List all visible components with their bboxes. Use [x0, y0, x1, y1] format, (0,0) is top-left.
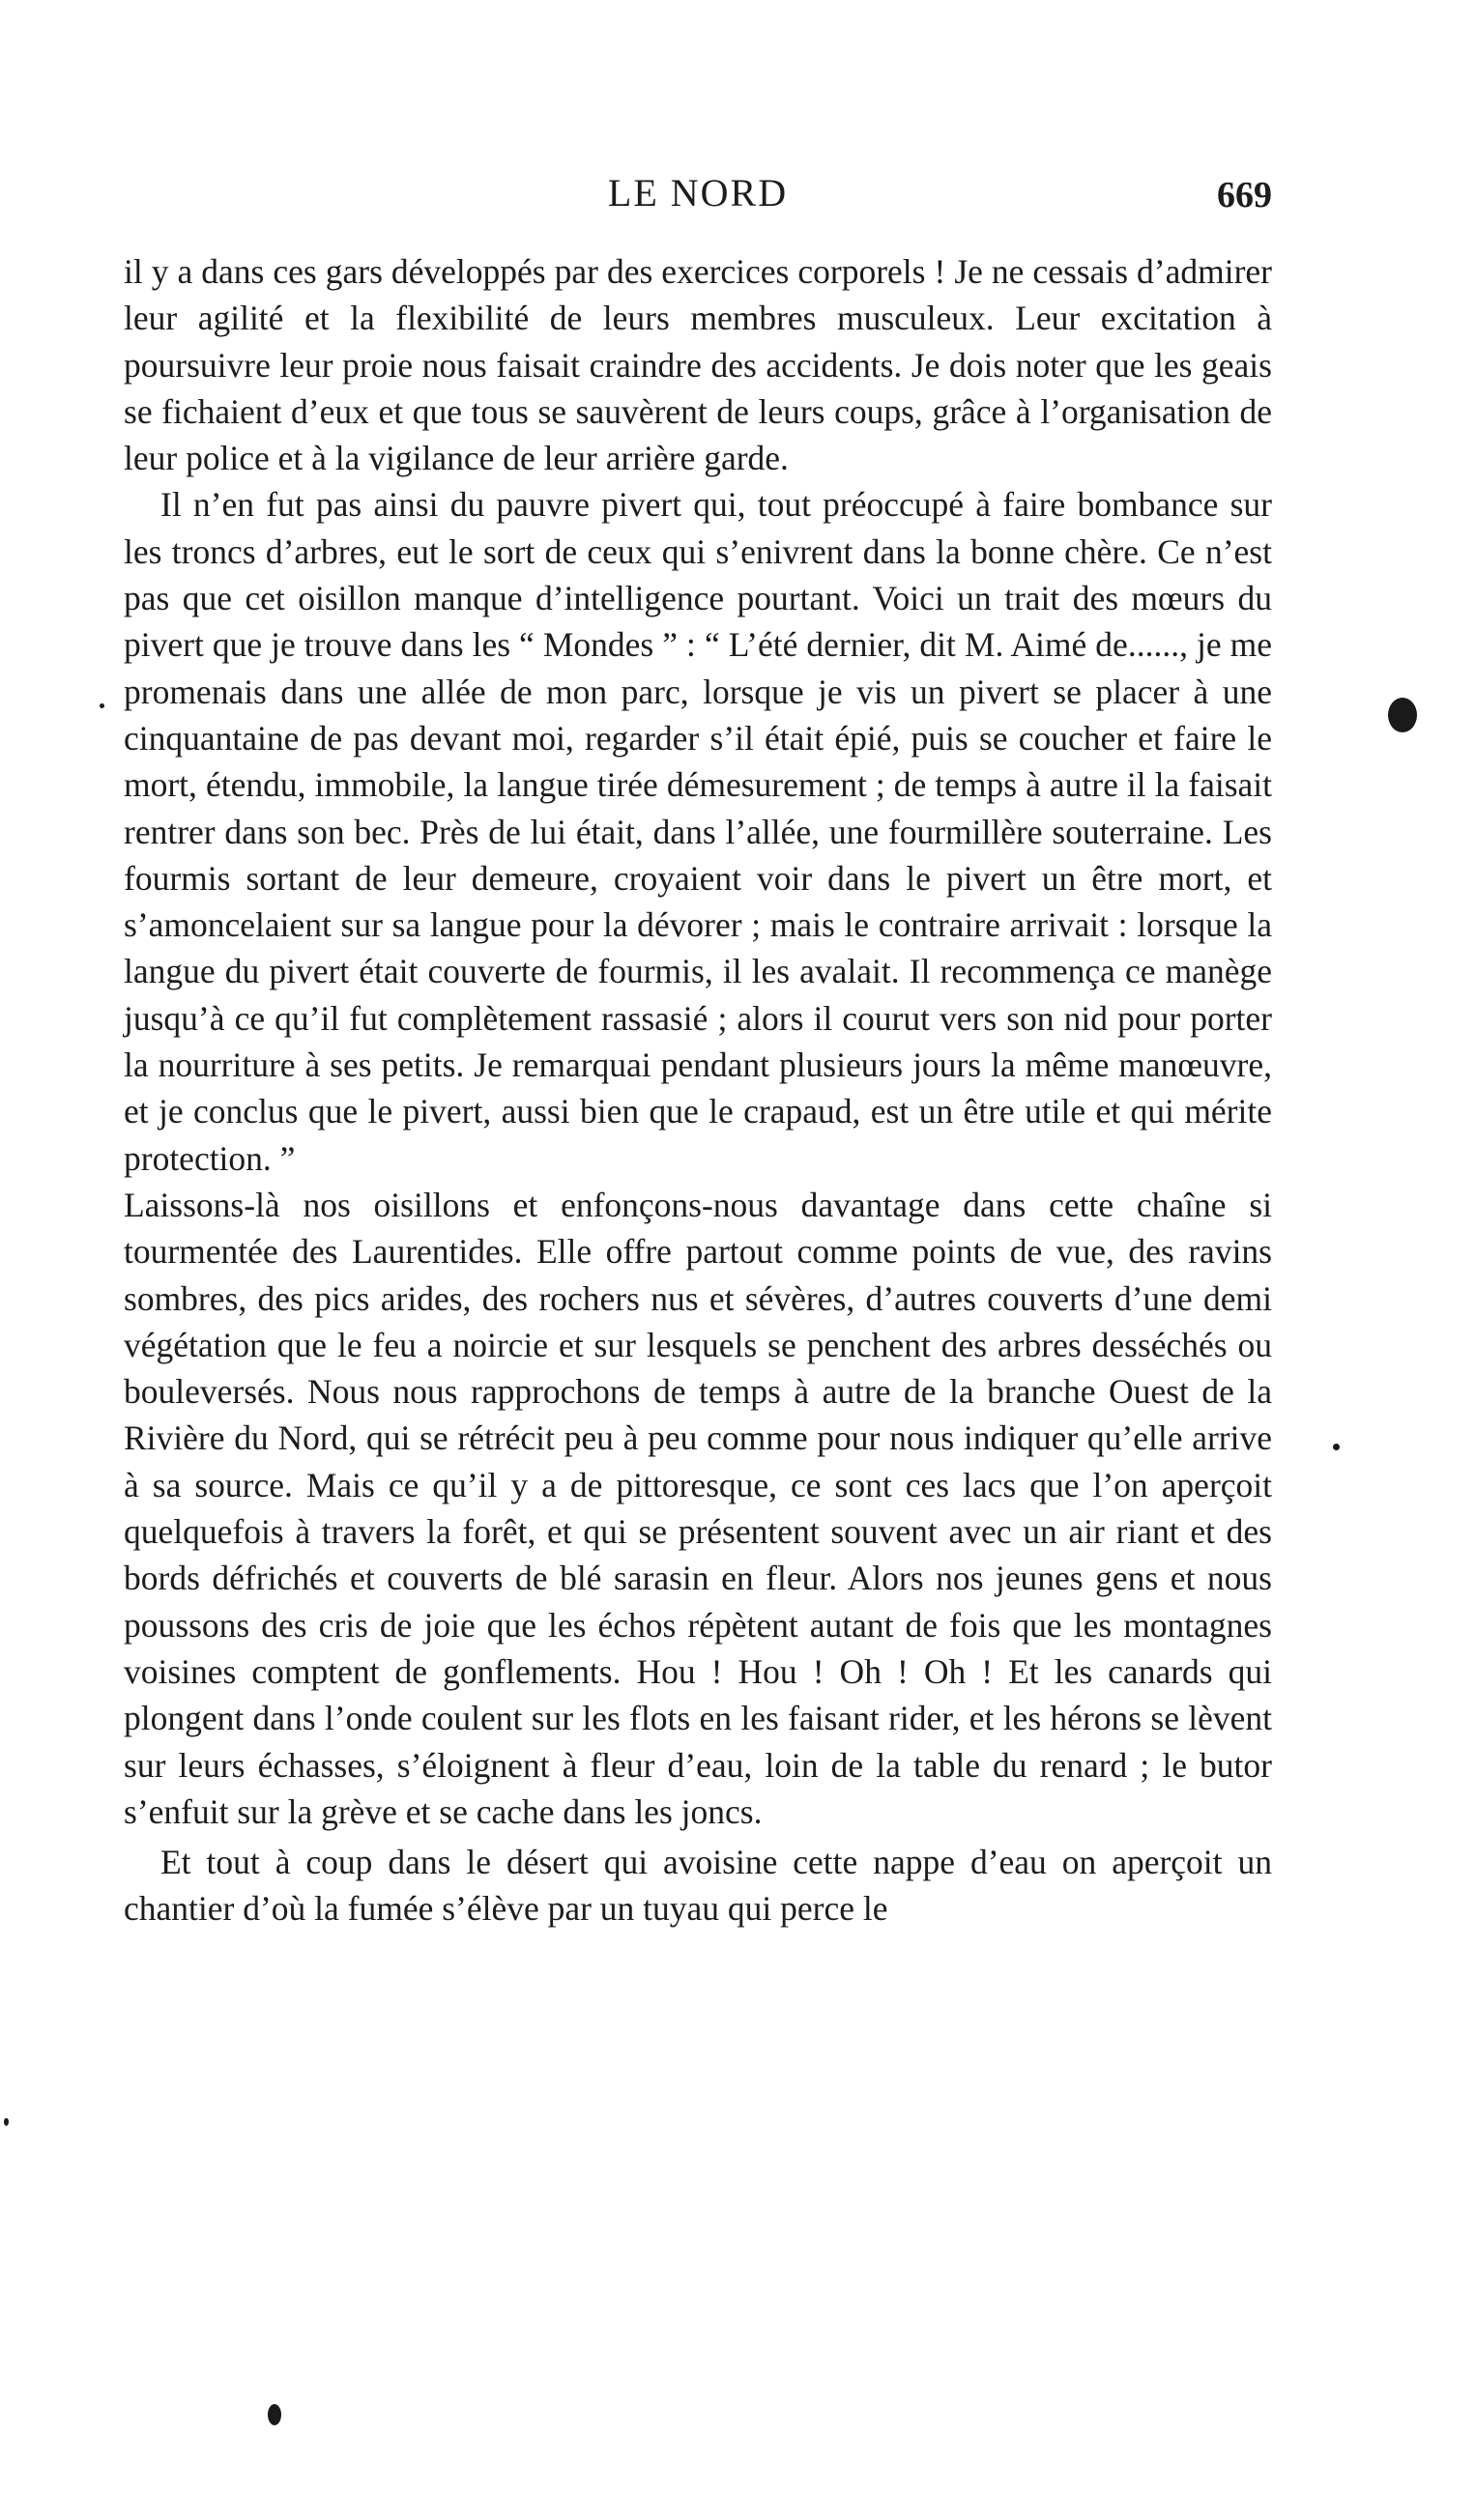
paragraph: il y a dans ces gars développés par des exercices corporels ! Je ne cessais d’admirer leur agilité et la flexibilité de leurs membres musculeux. Leur excitation à poursuivre leur proie nous faisait craindre des accidents. Je dois noter que les geais se fichaient d’eux et que tous se sauvèrent de leurs coups, grâce à l’organisation de leur police et à la vigilance de leur arrière garde. [124, 252, 1272, 478]
ink-dot [4, 2118, 9, 2126]
paragraph: Laissons-là nos oisillons et enfonçons-nous davantage dans cette chaîne si tourmentée des Laurentides. Elle offre partout comme points de vue, des ravins sombres, des pics arides, des rochers nus et sévères, d’autres couverts d’une demi végétation que le feu a noircie et sur lesquels se penchent des arbres desséchés ou bouleversés. Nous nous rapprochons de temps à autre de la branche Ouest de la Rivière du Nord, qui se rétrécit peu à peu comme pour nous indiquer qu’elle arrive à sa source. Mais ce qu’il y a de pittoresque, ce sont ces lacs que l’on aperçoit quelquefois à travers la forêt, et qui se présentent souvent avec un air riant et des bords défrichés et couverts de blé sarasin en fleur. Alors nos jeunes gens et nous poussons des cris de joie que les échos répètent autant de fois que les montagnes voisines comptent de gonflements. Hou ! Hou ! Oh ! Oh ! Et les canards qui plongent dans l’onde coulent sur les flots en les faisant rider, et les hérons se lèvent sur leurs échasses, s’éloignent à fleur d’eau, loin de la table du renard ; le butor s’enfuit sur la grève et se cache dans les joncs. [124, 1185, 1272, 1831]
body-text [124, 248, 1272, 1933]
ink-blot [268, 2404, 281, 2425]
running-head: LE NORD [607, 171, 789, 215]
paragraph: Et tout à coup dans le désert qui avoisine cette nappe d’eau on aperçoit un chantier d’où la fumée s’élève par un tuyau qui perce le [124, 1843, 1272, 1929]
ink-blot [1388, 698, 1417, 732]
page-number: 669 [1217, 175, 1272, 215]
paragraph: Il n’en fut pas ainsi du pauvre pivert qui, tout préoccupé à faire bombance sur les troncs d’arbres, eut le sort de ceux qui s’enivrent dans la bonne chère. Ce n’est pas que cet oisillon manque d’intelligence pourtant. Voici un trait des mœurs du pivert que je trouve dans les “ Mondes ” : “ L’été dernier, dit M. Aimé de......, je me promenais dans une allée de mon parc, lorsque je vis un pivert se placer à une cinquantaine de pas devant moi, regarder s’il était épié, puis se coucher et faire le mort, étendu, immobile, la langue tirée démesurement ; de temps à autre il la faisait rentrer dans son bec. Près de lui était, dans l’allée, une fourmillère souterraine. Les fourmis sortant de leur demeure, croyaient voir dans le pivert un être mort, et s’amoncelaient sur sa langue pour la dévorer ; mais le contraire arrivait : lorsque la langue du pivert était couverte de fourmis, il les avalait. Il recommença ce manège jusqu’à ce qu’il fut complètement rassasié ; alors il courut vers son nid pour porter la nourriture à ses petits. Je remarquai pendant plusieurs jours la même manœuvre, et je conclus que le pivert, aussi bien que le crapaud, est un être utile et qui mérite protection. ” [124, 485, 1272, 1178]
page-header [124, 166, 1272, 224]
ink-dot [1333, 1444, 1340, 1450]
ink-dot [100, 703, 104, 708]
